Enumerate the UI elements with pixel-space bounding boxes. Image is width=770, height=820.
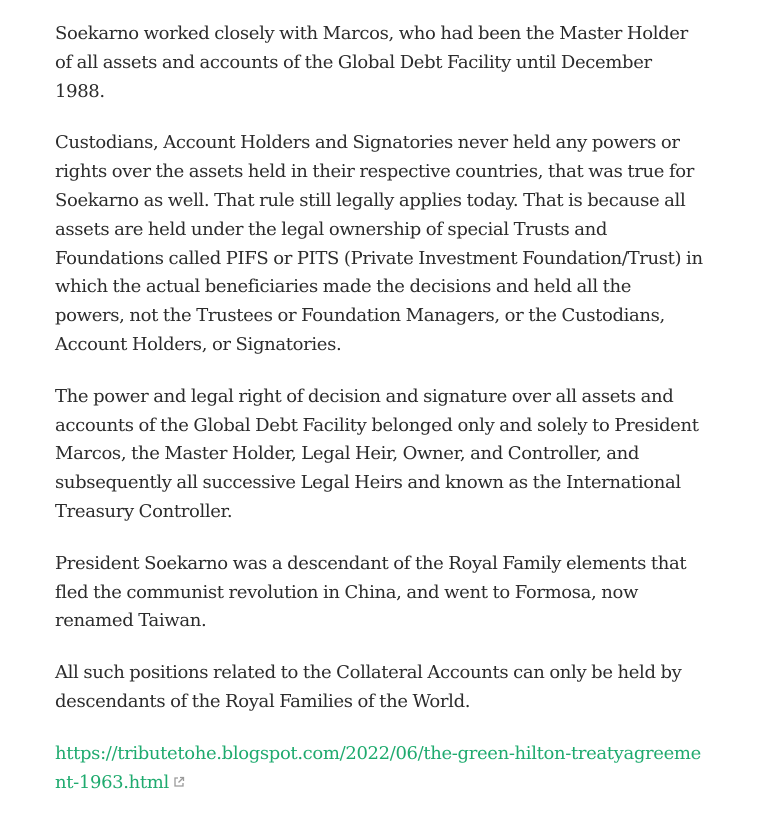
link-paragraph — [55, 740, 705, 798]
source-link-text: https://tributetohe.blogspot.com/2022/06/the-green-hilton-treatyagreement-1963.html — [55, 742, 701, 793]
paragraph-power-legal-right: The power and legal right of decision and signature over all assets and accounts of the Global Debt Facility belonged only and solely to President Marcos, the Master Holder, Legal Heir, Owner, and Controller, and subsequently all successive Legal Heirs and known as the International Treasury Controller. — [55, 385, 699, 522]
paragraph-collateral-accounts: All such positions related to the Collateral Accounts can only be held by descendants of the Royal Families of the World. — [55, 662, 682, 712]
article-body — [55, 20, 705, 820]
paragraph-soekarno-descendant: President Soekarno was a descendant of the Royal Family elements that fled the communist revolution in China, and went to Formosa, now renamed Taiwan. — [55, 552, 687, 632]
paragraph-custodians: Custodians, Account Holders and Signatories never held any powers or rights over the assets held in their respective countries, that was true for Soekarno as well. That rule still legally applies today. That is because all assets are held under the legal ownership of special Trusts and Foundations called PIFS or PITS (Private Investment Foundation/Trust) in which the actual beneficiaries made the decisions and held all the powers, not the Trustees or Foundation Managers, or the Custodians, Account Holders, or Signatories. — [55, 132, 703, 355]
paragraph-marcos-master-holder: Soekarno worked closely with Marcos, who had been the Master Holder of all assets and accounts of the Global Debt Facility until December 1988. — [55, 23, 688, 102]
source-link[interactable] — [55, 743, 701, 793]
